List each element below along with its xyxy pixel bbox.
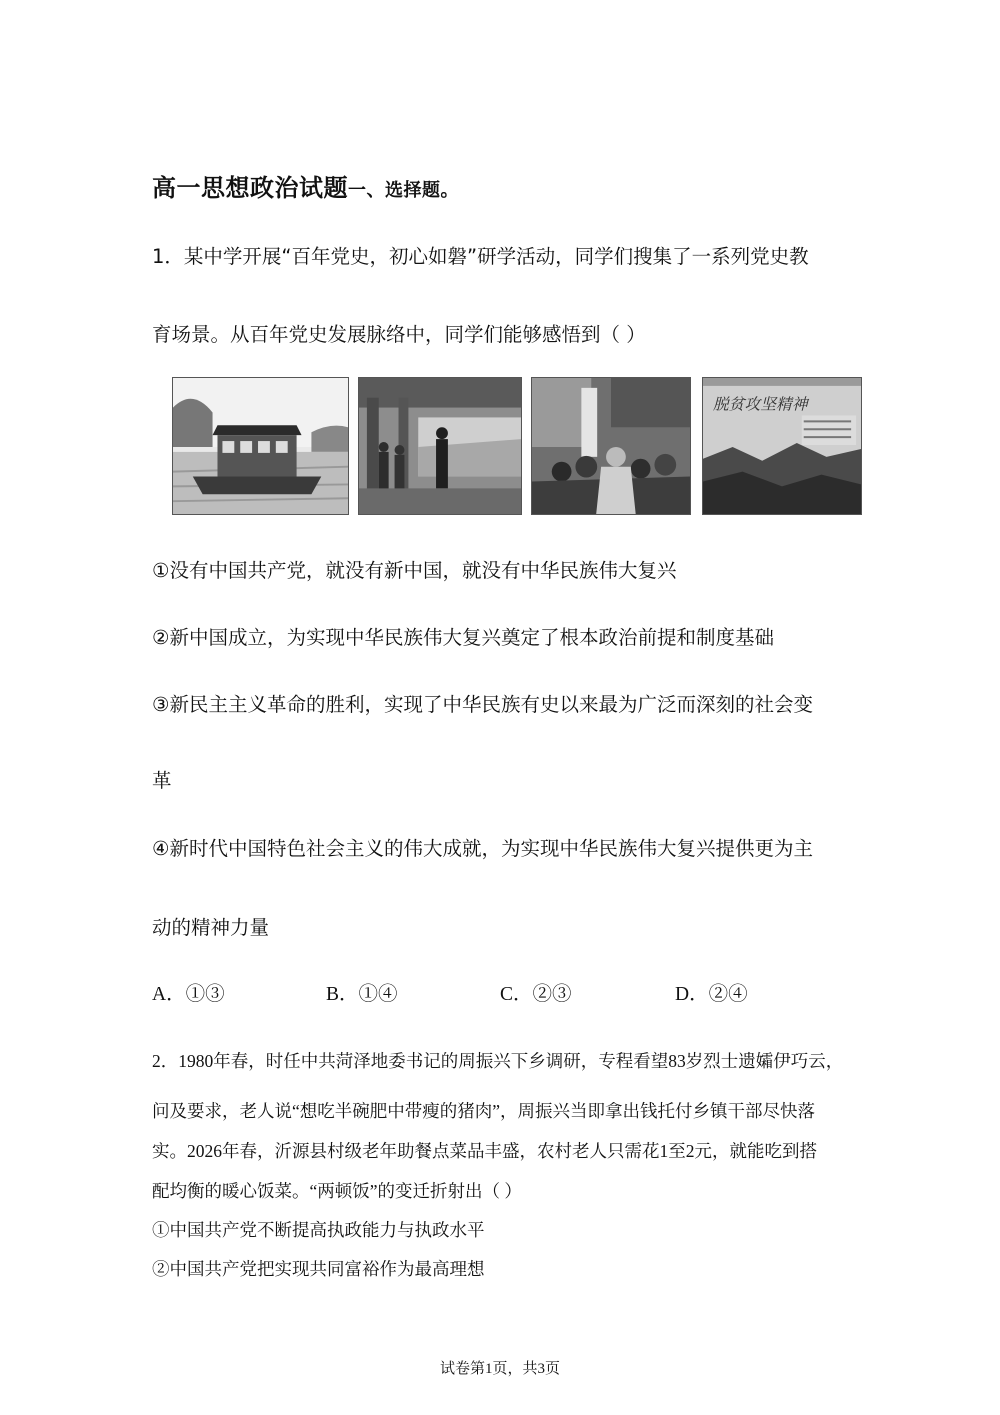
photo-red-boat	[172, 377, 349, 515]
q1-item-3-cont: 革	[152, 769, 172, 792]
photo-poverty-alleviation	[702, 377, 862, 515]
photo-crowd-scene	[531, 377, 691, 515]
q1-stem-line-1: 1．某中学开展“百年党史，初心如磐”研学活动，同学们搜集了一系列党史教	[152, 245, 809, 268]
exam-title: 高一思想政治试题	[152, 174, 348, 202]
q2-line-2: 问及要求，老人说“想吃半碗肥中带瘦的猪肉”，周振兴当即拿出钱托付乡镇干部尽快落	[152, 1101, 816, 1121]
q1-option-d[interactable]: D．②④	[675, 984, 748, 1005]
q1-option-a[interactable]: A．①③	[152, 984, 225, 1005]
q1-item-4-cont: 动的精神力量	[152, 916, 270, 939]
q1-item-1: ①没有中国共产党，就没有新中国，就没有中华民族伟大复兴	[152, 559, 677, 582]
section-heading: 一、选择题。	[348, 180, 459, 201]
banner-text: 脱贫攻坚精神	[712, 394, 808, 414]
q2-item-2: ②中国共产党把实现共同富裕作为最高理想	[152, 1259, 485, 1279]
q2-line-4: 配均衡的暖心饭菜。“两顿饭”的变迁折射出（ ）	[152, 1181, 522, 1201]
photo-founding-ceremony	[358, 377, 522, 515]
q1-stem-line-2: 育场景。从百年党史发展脉络中，同学们能够感悟到（ ）	[152, 323, 646, 346]
q1-option-c[interactable]: C．②③	[500, 984, 572, 1005]
q2-line-3: 实。2026年春，沂源县村级老年助餐点菜品丰盛，农村老人只需花1至2元，就能吃到搭	[152, 1141, 817, 1161]
q1-item-4: ④新时代中国特色社会主义的伟大成就，为实现中华民族伟大复兴提供更为主	[152, 837, 813, 860]
page-title	[152, 168, 459, 203]
q2-line-1: 2．1980年春，时任中共菏泽地委书记的周振兴下乡调研，专程看望83岁烈士遗孀伊巧云，	[152, 1051, 844, 1071]
q1-option-b[interactable]: B．①④	[326, 984, 398, 1005]
page-footer: 试卷第1页，共3页	[439, 1361, 560, 1377]
q1-item-3: ③新民主主义革命的胜利，实现了中华民族有史以来最为广泛而深刻的社会变	[152, 693, 813, 716]
q2-item-1: ①中国共产党不断提高执政能力与执政水平	[152, 1220, 485, 1240]
q1-photo-strip	[172, 377, 862, 515]
q1-item-2: ②新中国成立，为实现中华民族伟大复兴奠定了根本政治前提和制度基础	[152, 626, 774, 649]
